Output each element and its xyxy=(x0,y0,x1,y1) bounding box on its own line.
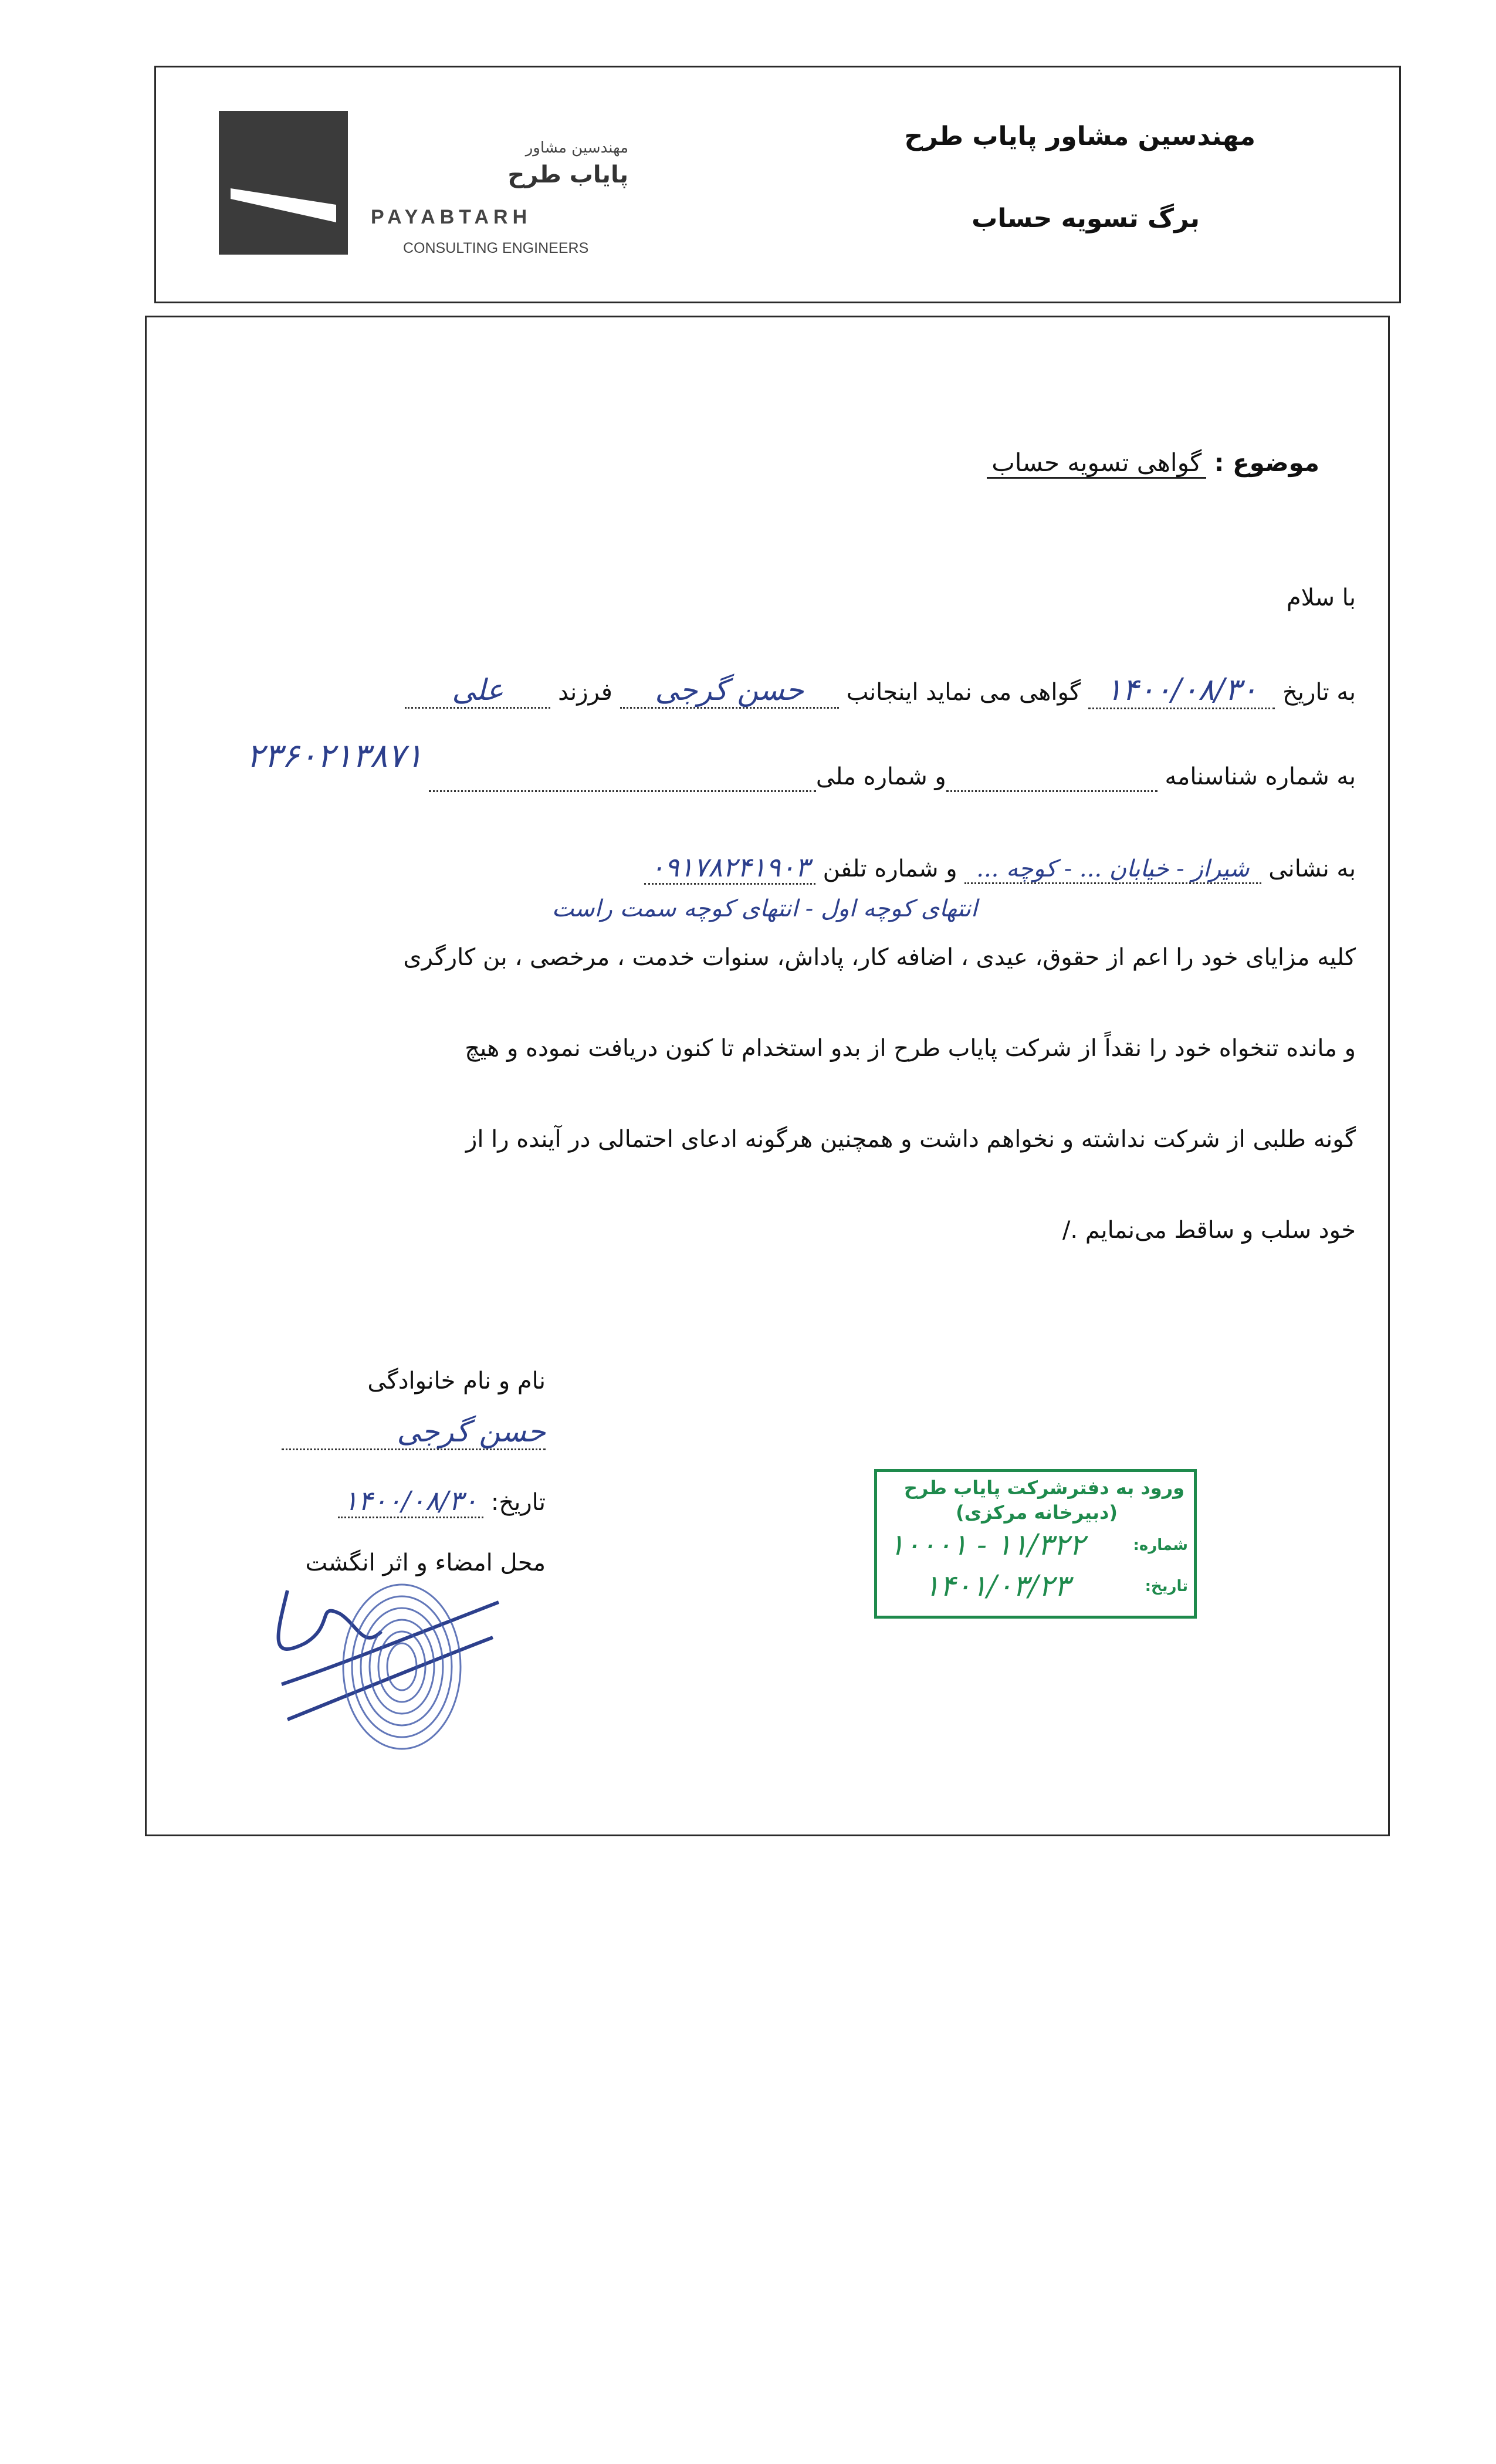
subject-label: موضوع : xyxy=(1214,448,1319,477)
name-label: نام و نام خانوادگی xyxy=(367,1368,546,1395)
signer-date-label: تاریخ: xyxy=(490,1489,546,1516)
stamp-number-label: شماره: xyxy=(1133,1536,1188,1554)
national-dotted-field xyxy=(429,763,816,792)
father-handwritten: علی xyxy=(405,673,550,709)
address-handwritten: شیراز - خیابان ... - کوچه ... xyxy=(964,855,1261,884)
para-line-1: کلیه مزایای خود را اعم از حقوق، عیدی ، اضافه کار، پاداش، سنوات خدمت ، مرخصی ، بن کارگری xyxy=(403,944,1356,971)
registration-stamp xyxy=(874,1469,1197,1619)
logo-fa-main: پایاب طرح xyxy=(507,161,628,188)
address-label: به نشانی xyxy=(1268,855,1356,882)
logo-fa-small: مهندسین مشاور xyxy=(525,139,628,157)
child-of-label: فرزند xyxy=(558,679,612,706)
company-name: مهندسین مشاور پایاب طرح xyxy=(904,121,1255,151)
form-title: برگ تسویه حساب xyxy=(972,204,1200,233)
address-handwritten-line2: انتهای کوچه اول - انتهای کوچه سمت راست xyxy=(551,895,977,922)
sign-label: محل امضاء و اثر انگشت xyxy=(305,1549,546,1576)
stamp-line-2: (دبیرخانه مرکزی) xyxy=(956,1501,1118,1524)
signature-fingerprint-image xyxy=(264,1567,510,1784)
signer-name-handwritten: حسن گرجی xyxy=(282,1414,546,1450)
date-handwritten: ۱۴۰۰/۰۸/۳۰ xyxy=(1088,672,1275,709)
certify-text: گواهی می نماید اینجانب xyxy=(846,679,1081,706)
logo-en-main: PAYABTARH xyxy=(371,206,532,228)
signer-date-handwritten: ۱۴۰۰/۰۸/۳۰ xyxy=(338,1485,484,1518)
logo-mark-icon xyxy=(219,111,348,255)
para-line-2: و مانده تنخواه خود را نقداً از شرکت پایاب طرح از بدو استخدام تا کنون دریافت نموده و هیچ xyxy=(465,1035,1356,1062)
para-line-3: گونه طلبی از شرکت نداشته و نخواهم داشت و همچنین هرگونه ادعای احتمالی در آینده را از xyxy=(466,1126,1356,1153)
national-id-handwritten: ۲۳۶۰۲۱۳۸۷۱ xyxy=(246,737,423,775)
national-label: و شماره ملی xyxy=(815,763,946,790)
id-dotted-field xyxy=(946,763,1157,792)
logo-en-sub: CONSULTING ENGINEERS xyxy=(403,240,589,256)
phone-handwritten: ۰۹۱۷۸۲۴۱۹۰۳ xyxy=(644,851,815,885)
company-logo xyxy=(219,111,348,255)
stamp-number-handwritten: ۱۰۰۰۱ - ۱۱/۳۲۲ xyxy=(889,1528,1085,1562)
signer-date-line xyxy=(223,1485,546,1517)
id-label: به شماره شناسنامه xyxy=(1165,763,1356,790)
date-prefix: به تاریخ xyxy=(1282,679,1356,706)
stamp-line-1: ورود به دفترشرکت پایاب طرح xyxy=(903,1477,1184,1499)
letter-box xyxy=(145,316,1390,1836)
para-line-4: خود سلب و ساقط می‌نمایم ./ xyxy=(1062,1217,1356,1244)
header-box xyxy=(154,66,1401,303)
phone-label: و شماره تلفن xyxy=(823,855,957,882)
stamp-date-handwritten: ۱۴۰۱/۰۳/۲۳ xyxy=(924,1569,1070,1603)
name-handwritten: حسن گرجی xyxy=(620,673,839,709)
subject-text: گواهی تسویه حساب xyxy=(987,448,1206,479)
stamp-date-label: تاریخ: xyxy=(1145,1578,1188,1595)
letter-line-2 xyxy=(241,763,1356,790)
letter-line-1 xyxy=(241,672,1356,708)
subject-line xyxy=(850,448,1319,477)
greeting: با سلام xyxy=(1286,584,1356,611)
letter-line-3 xyxy=(153,851,1356,883)
